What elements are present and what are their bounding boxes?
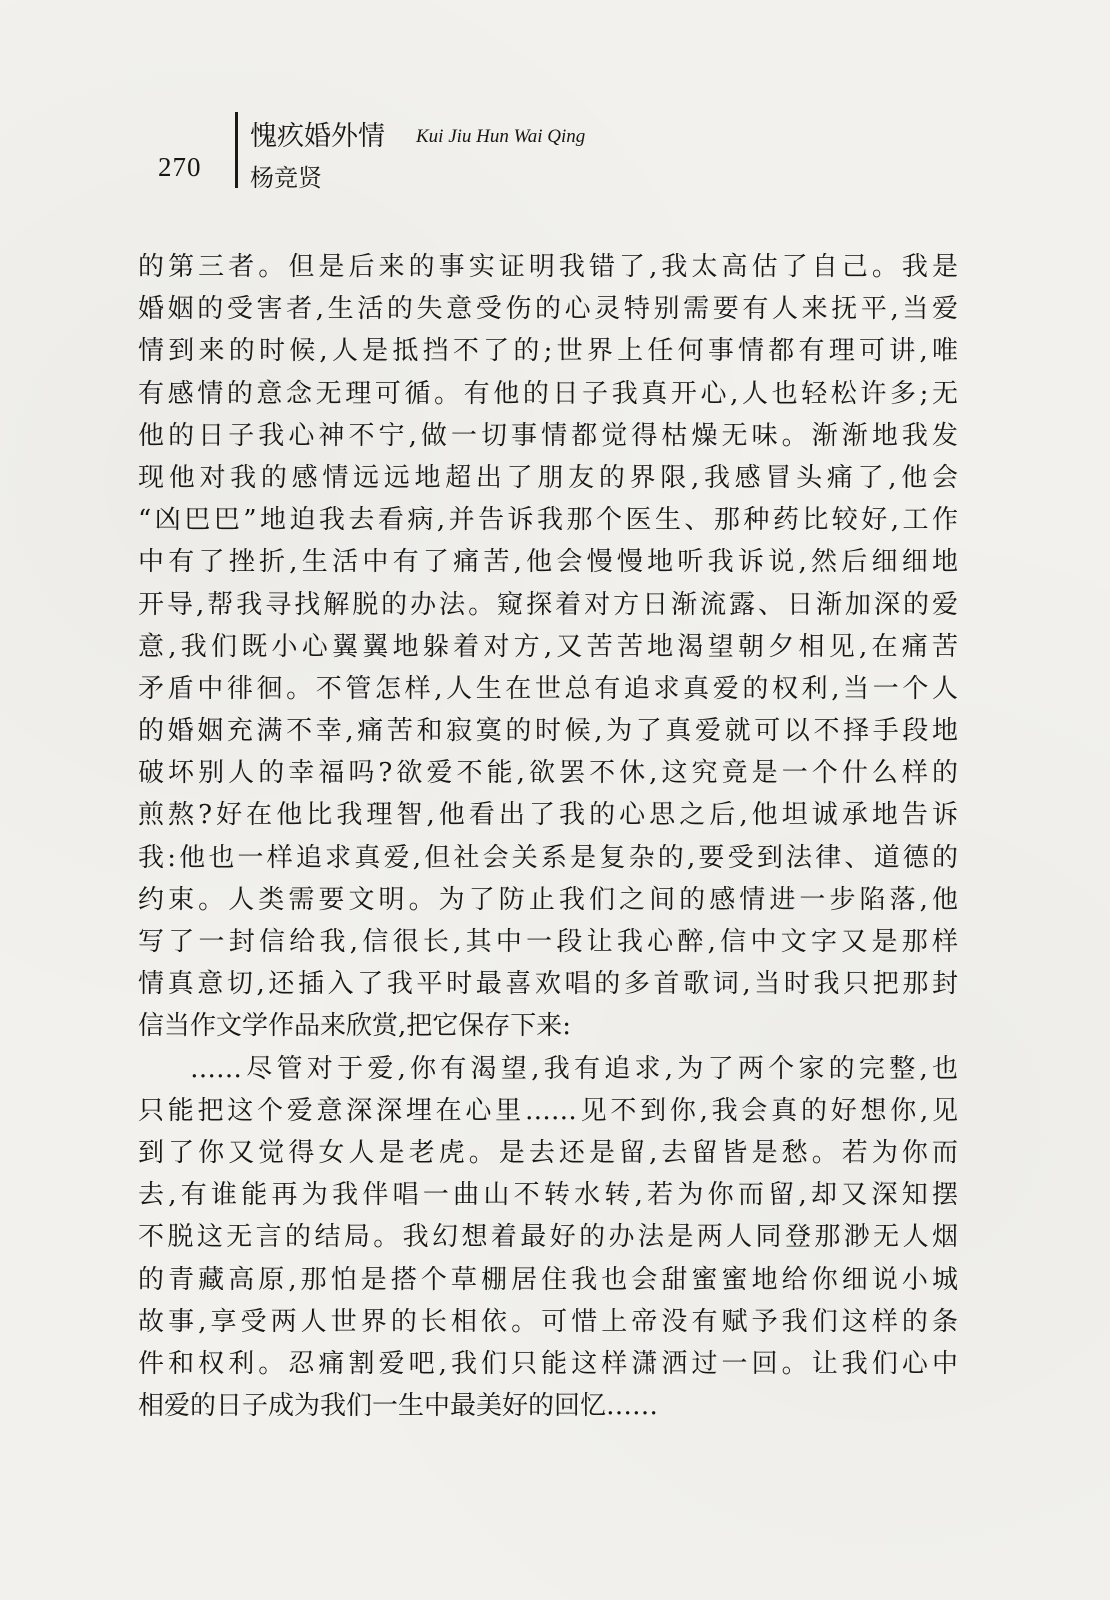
quoted-letter-line: ……尽管对于爱,你有渴望,我有追求,为了两个家的完整,也: [190, 1053, 958, 1084]
text-line: 破坏别人的幸福吗?欲爱不能,欲罢不休,这究竟是一个什么样的: [138, 758, 958, 789]
text-line: 意,我们既小心翼翼地躲着对方,又苦苦地渴望朝夕相见,在痛苦: [138, 631, 958, 662]
text-line: 煎熬?好在他比我理智,他看出了我的心思之后,他坦诚承地告诉: [138, 800, 958, 831]
header-divider: [235, 112, 238, 188]
text-line: 婚姻的受害者,生活的失意受伤的心灵特别需要有人来抚平,当爱: [138, 294, 958, 325]
text-line: 有感情的意念无理可循。有他的日子我真开心,人也轻松许多;无: [138, 378, 958, 409]
quoted-letter-line: 到了你又觉得女人是老虎。是去还是留,去留皆是愁。若为你而: [138, 1137, 958, 1168]
text-line: 约束。人类需要文明。为了防止我们之间的感情进一步陷落,他: [138, 884, 958, 915]
text-line: 的第三者。但是后来的事实证明我错了,我太高估了自己。我是: [138, 252, 958, 282]
book-title: 愧疚婚外情: [250, 121, 385, 152]
quoted-letter-line: 的青藏高原,那怕是搭个草棚居住我也会甜蜜蜜地给你细说小城: [138, 1264, 958, 1295]
book-author: 杨竞贤: [250, 164, 322, 192]
quoted-letter-line: 不脱这无言的结局。我幻想着最好的办法是两人同登那渺无人烟: [138, 1222, 958, 1253]
text-line: 情到来的时候,人是抵挡不了的;世界上任何事情都有理可讲,唯: [138, 336, 958, 367]
text-line: “凶巴巴”地迫我去看病,并告诉我那个医生、那种药比较好,工作: [138, 505, 958, 536]
text-line: 开导,帮我寻找解脱的办法。窥探着对方日渐流露、日渐加深的爱: [138, 589, 958, 620]
text-line: 矛盾中徘徊。不管怎样,人生在世总有追求真爱的权利,当一个人: [138, 673, 958, 704]
text-line: 现他对我的感情远远地超出了朋友的界限,我感冒头痛了,他会: [138, 462, 958, 493]
quoted-letter-line: 相爱的日子成为我们一生中最美好的回忆……: [138, 1391, 659, 1422]
page-header: [158, 112, 678, 192]
text-line: 的婚姻充满不幸,痛苦和寂寞的时候,为了真爱就可以不择手段地: [138, 716, 958, 747]
book-title-pinyin: Kui Jiu Hun Wai Qing: [416, 126, 586, 147]
text-line: 他的日子我心神不宁,做一切事情都觉得枯燥无味。渐渐地我发: [138, 420, 958, 451]
quoted-letter-line: 件和权利。忍痛割爱吧,我们只能这样潇洒过一回。让我们心中: [138, 1348, 958, 1379]
text-line: 我:他也一样追求真爱,但社会关系是复杂的,要受到法律、道德的: [138, 842, 958, 873]
text-line: 信当作文学作品来欣赏,把它保存下来:: [138, 1011, 572, 1042]
text-line: 情真意切,还插入了我平时最喜欢唱的多首歌词,当时我只把那封: [138, 969, 958, 1000]
quoted-letter-line: 去,有谁能再为我伴唱一曲山不转水转,若为你而留,却又深知摆: [138, 1180, 958, 1211]
text-line: 写了一封信给我,信很长,其中一段让我心醉,信中文字又是那样: [138, 927, 958, 957]
quoted-letter-line: 故事,享受两人世界的长相依。可惜上帝没有赋予我们这样的条: [138, 1306, 958, 1337]
page-number: 270: [158, 152, 202, 182]
text-line: 中有了挫折,生活中有了痛苦,他会慢慢地听我诉说,然后细细地: [138, 547, 958, 578]
body-text: [138, 246, 958, 1427]
quoted-letter-line: 只能把这个爱意深深埋在心里……见不到你,我会真的好想你,见: [138, 1095, 958, 1126]
